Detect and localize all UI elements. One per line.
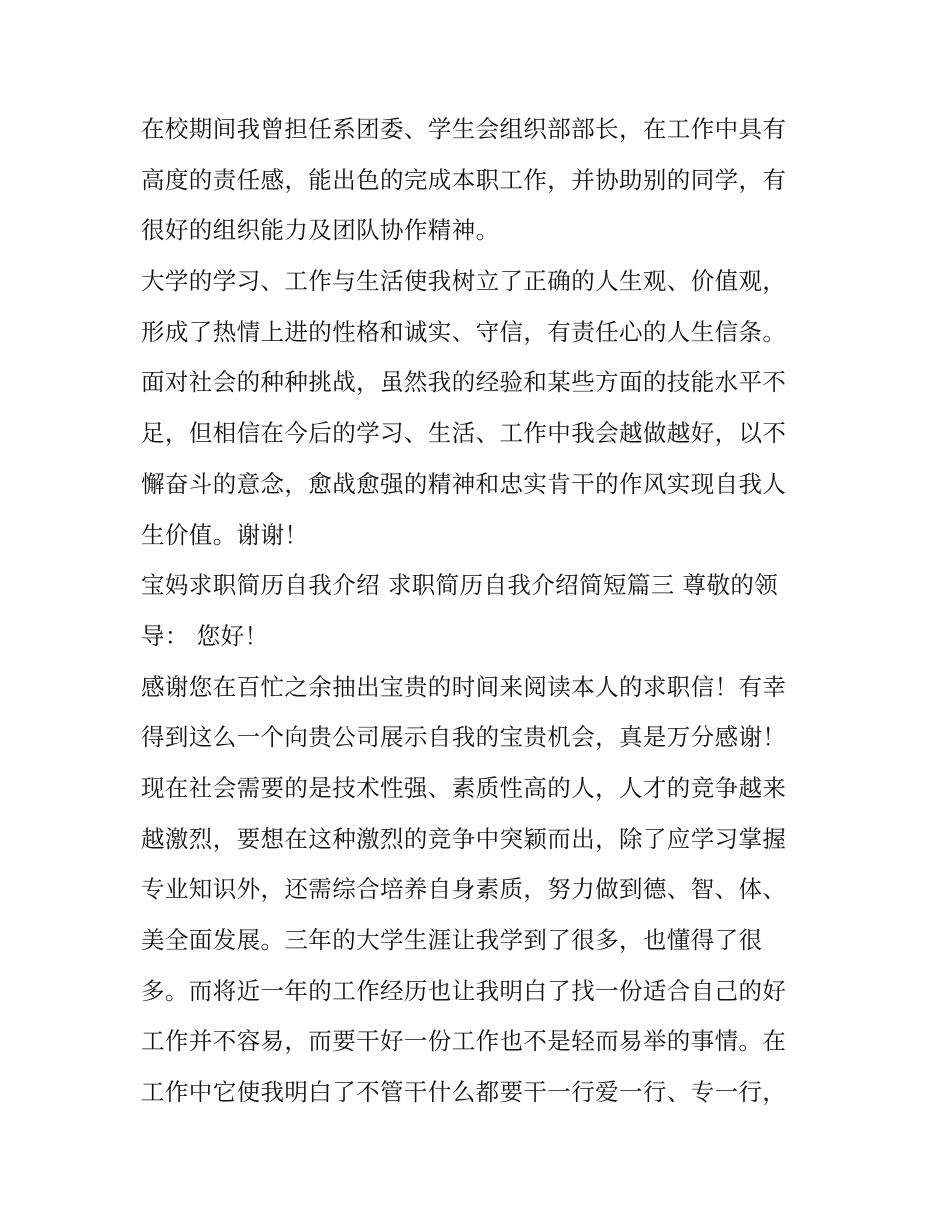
text-line: 导： 您好！	[141, 621, 269, 650]
document-body	[141, 104, 821, 1118]
text-line: 形成了热情上进的性格和诚实、守信，有责任心的人生信条。	[141, 317, 787, 346]
text-line: 大学的学习、工作与生活使我树立了正确的人生观、价值观，	[141, 267, 787, 296]
text-line: 工作中它使我明白了不管干什么都要干一行爱一行、专一行，	[141, 1078, 787, 1107]
text-line: 高度的责任感，能出色的完成本职工作，并协助别的同学，有	[141, 165, 787, 194]
text-line: 很好的组织能力及团队协作精神。	[141, 216, 500, 245]
text-line: 专业知识外，还需综合培养自身素质，努力做到德、智、体、	[141, 875, 787, 904]
text-line: 现在社会需要的是技术性强、素质性高的人，人才的竞争越来	[141, 773, 787, 802]
text-line: 宝妈求职简历自我介绍 求职简历自我介绍简短篇三 尊敬的领	[141, 571, 779, 600]
text-line: 越激烈，要想在这种激烈的竞争中突颖而出，除了应学习掌握	[141, 824, 787, 853]
text-line: 面对社会的种种挑战，虽然我的经验和某些方面的技能水平不	[141, 368, 787, 397]
text-line: 美全面发展。三年的大学生涯让我学到了很多，也懂得了很	[141, 926, 763, 954]
text-line: 生价值。谢谢！	[141, 520, 309, 549]
text-line: 感谢您在百忙之余抽出宝贵的时间来阅读本人的求职信！有幸	[141, 672, 787, 701]
text-line: 懈奋斗的意念，愈战愈强的精神和忠实肯干的作风实现自我人	[141, 469, 787, 498]
text-line: 工作并不容易，而要干好一份工作也不是轻而易举的事情。在	[141, 1027, 787, 1056]
text-line: 多。而将近一年的工作经历也让我明白了找一份适合自己的好	[141, 976, 787, 1005]
text-line: 得到这么一个向贵公司展示自我的宝贵机会，真是万分感谢！	[141, 723, 787, 752]
text-line: 在校期间我曾担任系团委、学生会组织部部长，在工作中具有	[141, 115, 787, 143]
text-line: 足，但相信在今后的学习、生活、工作中我会越做越好，以不	[141, 419, 787, 448]
